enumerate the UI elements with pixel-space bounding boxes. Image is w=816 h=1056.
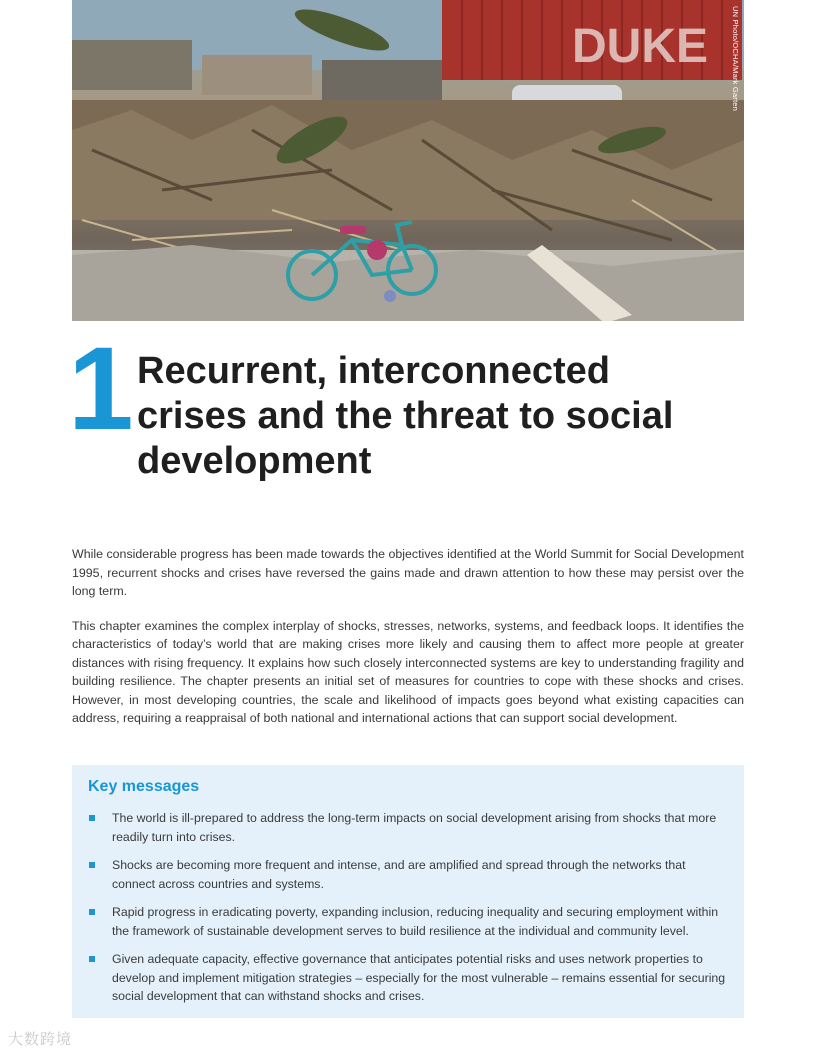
hero-photo <box>72 0 744 321</box>
list-item-text: Rapid progress in eradicating poverty, expanding inclusion, reducing inequality and securing employment within the framework of sustainable development serves to build resilience at the individual and community level. <box>112 905 719 938</box>
key-messages-list <box>88 809 728 1006</box>
square-bullet-icon <box>89 862 95 868</box>
key-messages-box <box>72 765 744 1018</box>
list-item <box>88 809 728 846</box>
list-item-text: Given adequate capacity, effective governance that anticipates potential risks and uses network properties to develop and implement mitigation strategies – especially for the most vulnerable – remains essential for securing social development that can withstand shocks and crises. <box>112 952 726 1003</box>
square-bullet-icon <box>89 815 95 821</box>
disaster-scene-illustration <box>72 0 744 321</box>
square-bullet-icon <box>89 956 95 962</box>
chapter-number: 1 <box>68 323 134 455</box>
list-item <box>88 950 728 1006</box>
watermark: 大数跨境 <box>8 1030 73 1048</box>
photo-credit: UN Photo/OCHA/Mark Garten <box>731 6 740 112</box>
list-item-text: The world is ill-prepared to address the long-term impacts on social development arising from shocks that more readily turn into crises. <box>112 811 717 844</box>
key-messages-heading: Key messages <box>88 778 200 795</box>
intro-paragraph: This chapter examines the complex interplay of shocks, stresses, networks, systems, and feedback loops. It identifies the characteristics of today’s world that are making crises more likely and causing them to affect more people at greater distances with rising frequency. It explains how such closely interconnected systems are key to understanding fragility and building resilience. The chapter presents an initial set of measures for countries to cope with these shocks and crises. However, in most developing countries, the scale and likelihood of impacts goes beyond what existing capacities can address, requiring a reappraisal of both national and international actions that can support social development. <box>72 618 744 725</box>
list-item-text: Shocks are becoming more frequent and intense, and are amplified and spread through the networks that connect across countries and systems. <box>112 858 686 891</box>
list-item <box>88 856 728 893</box>
chapter-title: Recurrent, interconnected crises and the threat to social development <box>137 350 674 482</box>
container-lettering: DUKE <box>572 20 709 73</box>
intro-paragraph: While considerable progress has been made towards the objectives identified at the World Summit for Social Development 1995, recurrent shocks and crises have reversed the gains made and drawn attention to how these may persist over the long term. <box>72 547 744 598</box>
square-bullet-icon <box>89 909 95 915</box>
list-item <box>88 903 728 940</box>
intro-text <box>72 545 744 744</box>
